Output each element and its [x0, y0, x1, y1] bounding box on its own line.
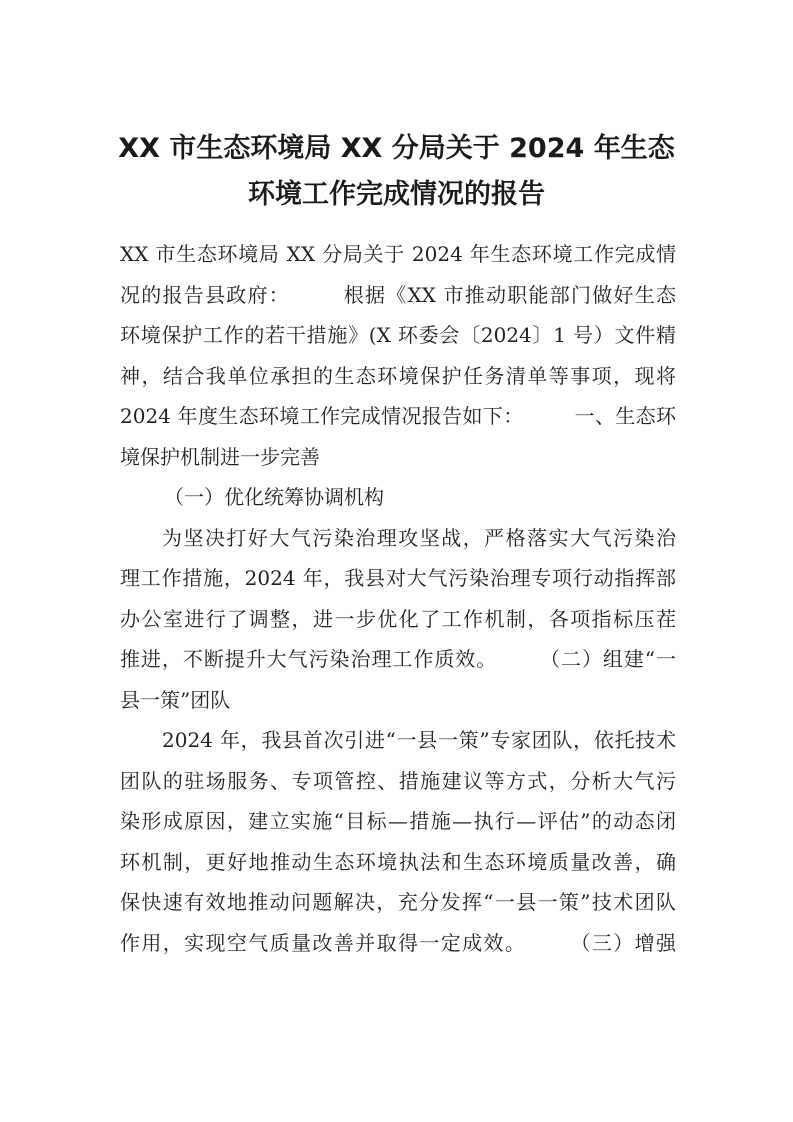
body-line: 推进，不断提升大气污染治理工作质效。 （二）组建“一 — [120, 647, 676, 671]
body-line: 理工作措施，2024 年，我县对大气污染治理专项行动指挥部 — [120, 566, 676, 590]
body-line: 环境保护工作的若干措施》(X 环委会〔2024〕1 号）文件精 — [120, 323, 676, 347]
body-line: 境保护机制进一步完善 — [120, 444, 320, 469]
body-line: 保快速有效地推动问题解决，充分发挥“一县一策”技术团队 — [120, 890, 676, 914]
body-line: 为坚决打好大气污染治理攻坚战，严格落实大气污染治 — [162, 525, 676, 550]
section-heading: （一）优化统筹协调机构 — [164, 485, 384, 509]
body-line: 染形成原因，建立实施“目标—措施—执行—评估”的动态闭 — [120, 809, 676, 833]
body-line: 环机制，更好地推动生态环境执法和生态环境质量改善，确 — [120, 849, 676, 874]
body-line: 况的报告县政府： 根据《XX 市推动职能部门做好生态 — [120, 282, 676, 307]
body-line: 作用，实现空气质量改善并取得一定成效。 （三）增强 — [120, 930, 676, 955]
body-line: 办公室进行了调整，进一步优化了工作机制，各项指标压茬 — [120, 606, 676, 631]
body-line: XX 市生态环境局 XX 分局关于 2024 年生态环境工作完成情 — [120, 242, 676, 266]
body-line: 神，结合我单位承担的生态环境保护任务清单等事项，现将 — [120, 363, 676, 388]
document-title-line-2: 环境工作完成情况的报告 — [248, 179, 545, 210]
body-line: 2024 年度生态环境工作完成情况报告如下： 一、生态环 — [120, 404, 676, 428]
body-line: 2024 年，我县首次引进“一县一策”专家团队，依托技术 — [162, 728, 676, 752]
body-line: 团队的驻场服务、专项管控、措施建议等方式，分析大气污 — [120, 768, 676, 793]
body-line: 县一策”团队 — [120, 687, 231, 712]
document-title-line-1: XX 市生态环境局 XX 分局关于 2024 年生态 — [118, 133, 675, 164]
document-body — [120, 234, 676, 963]
